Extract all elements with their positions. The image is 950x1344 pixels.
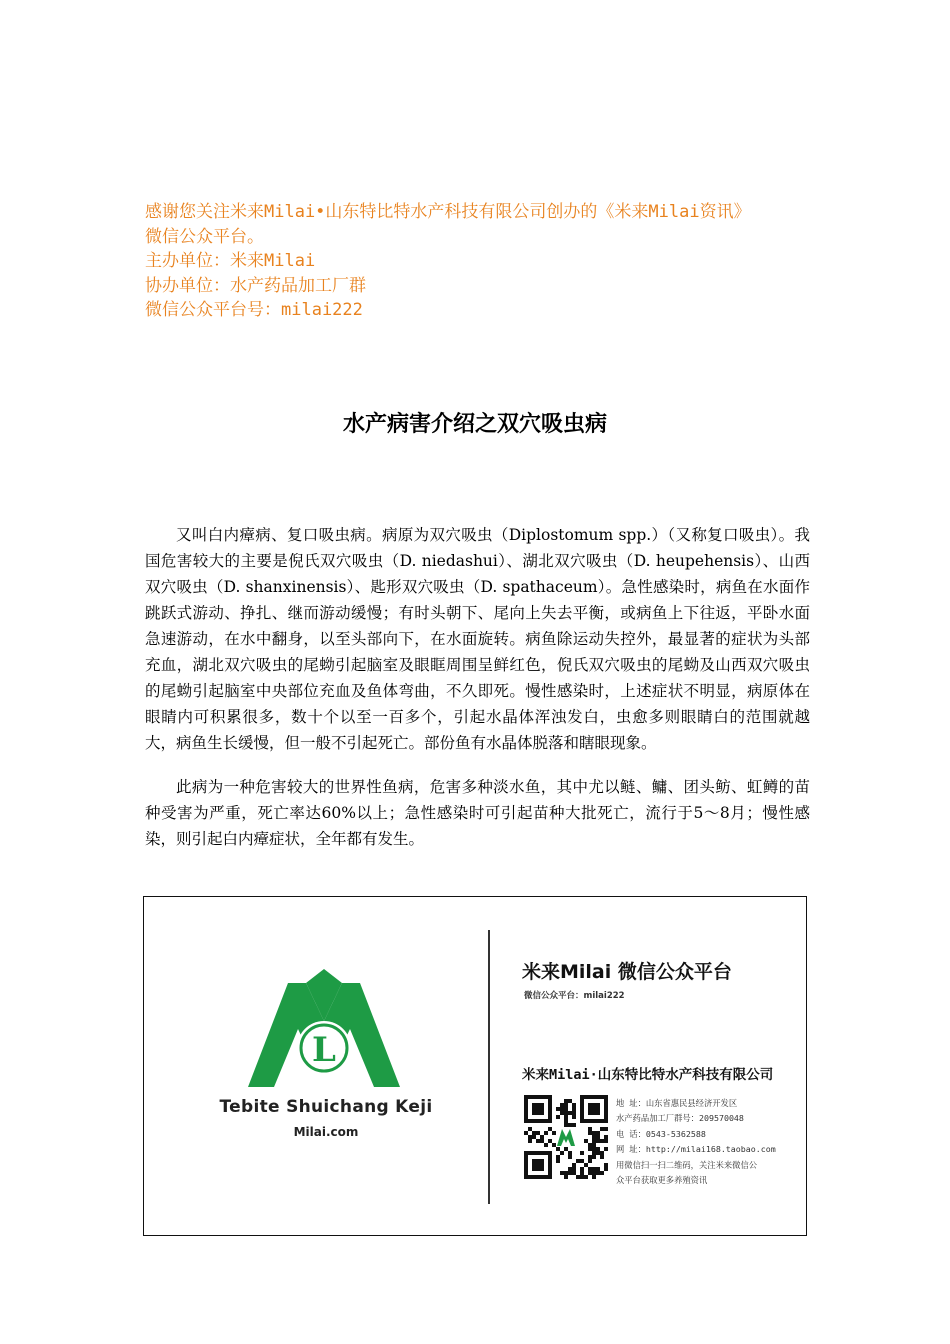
article-title: 水产病害介绍之双穴吸虫病 bbox=[342, 412, 607, 437]
logo-letter: L bbox=[312, 1030, 336, 1070]
contact-phone: 电 话：0543-5362588 bbox=[616, 1128, 706, 1139]
milai-logo-icon bbox=[244, 963, 404, 1093]
article-body bbox=[145, 522, 810, 852]
brand-english-name: Tebite Shuichang Keji bbox=[219, 1097, 433, 1117]
contact-website: 网 址：http://milai168.taobao.com bbox=[616, 1144, 776, 1155]
article-paragraph-2: 此病为一种危害较大的世界性鱼病，危害多种淡水鱼，其中尤以鲢、鳙、团头鲂、虹鳟的苗种受害为严重，死亡率达60%以上；急性感染时可引起苗种大批死亡，流行于5～8月；慢性感染，则引起白内瘴症状，全年都有发生。 bbox=[145, 778, 810, 848]
scan-instruction-1: 用微信扫一扫二维码，关注米来微信公 bbox=[616, 1159, 758, 1170]
scan-instruction-2: 众平台获取更多养殖资讯 bbox=[616, 1175, 708, 1186]
platform-title: 米来Milai 微信公众平台 bbox=[522, 961, 732, 983]
contact-group: 水产药品加工厂群号：209570048 bbox=[616, 1113, 744, 1124]
company-name: 米来Milai·山东特比特水产科技有限公司 bbox=[522, 1067, 774, 1083]
platform-account: 微信公众平台：milai222 bbox=[524, 991, 625, 1001]
intro-line-cohost: 协办单位：水产药品加工厂群 bbox=[145, 275, 366, 296]
intro-line-thanks: 感谢您关注米来Milai•山东特比特水产科技有限公司创办的《米来Milai资讯》 bbox=[145, 202, 751, 222]
milai-logo bbox=[244, 963, 404, 1093]
article-paragraph-1: 又叫白内瘴病、复口吸虫病。病原为双穴吸虫（Diplostomum spp.）（又称复口吸虫）。我国危害较大的主要是倪氏双穴吸虫（D. niedashui）、湖北双穴吸虫（D. heupehensis）、山西双穴吸虫（D. shanxinensis）、匙形双穴吸虫（D. spathaceum）。急性感染时，病鱼在水面作跳跃式游动、挣扎、继而游动缓慢；有时头朝下、尾向上失去平衡，或病鱼上下往返，平卧水面急速游动，在水中翻身，以至头部向下，在水面旋转。病鱼除运动失控外，最显著的症状为头部充血，湖北双穴吸虫的尾蚴引起脑室及眼眶周围呈鲜红色，倪氏双穴吸虫的尾蚴及山西双穴吸虫的尾蚴引起脑室中央部位充血及鱼体弯曲，不久即死。慢性感染时，上述症状不明显，病原体在眼睛内可积累很多，数十个以至一百多个，引起水晶体浑浊发白，虫愈多则眼睛白的范围就越大，病鱼生长缓慢，但一般不引起死亡。部份鱼有水晶体脱落和瞎眼现象。 bbox=[145, 526, 810, 752]
contact-address: 地 址：山东省惠民县经济开发区 bbox=[616, 1098, 738, 1108]
business-card bbox=[143, 896, 807, 1236]
contact-details bbox=[616, 1096, 802, 1188]
intro-line-account: 微信公众平台号：milai222 bbox=[145, 300, 363, 321]
intro-block bbox=[145, 200, 825, 323]
card-divider bbox=[488, 930, 490, 1204]
intro-line-host: 主办单位：米来Milai bbox=[145, 251, 316, 272]
brand-url: Milai.com bbox=[293, 1125, 359, 1139]
intro-line-platform: 微信公众平台。 bbox=[145, 226, 264, 247]
qr-code-icon bbox=[524, 1095, 608, 1179]
